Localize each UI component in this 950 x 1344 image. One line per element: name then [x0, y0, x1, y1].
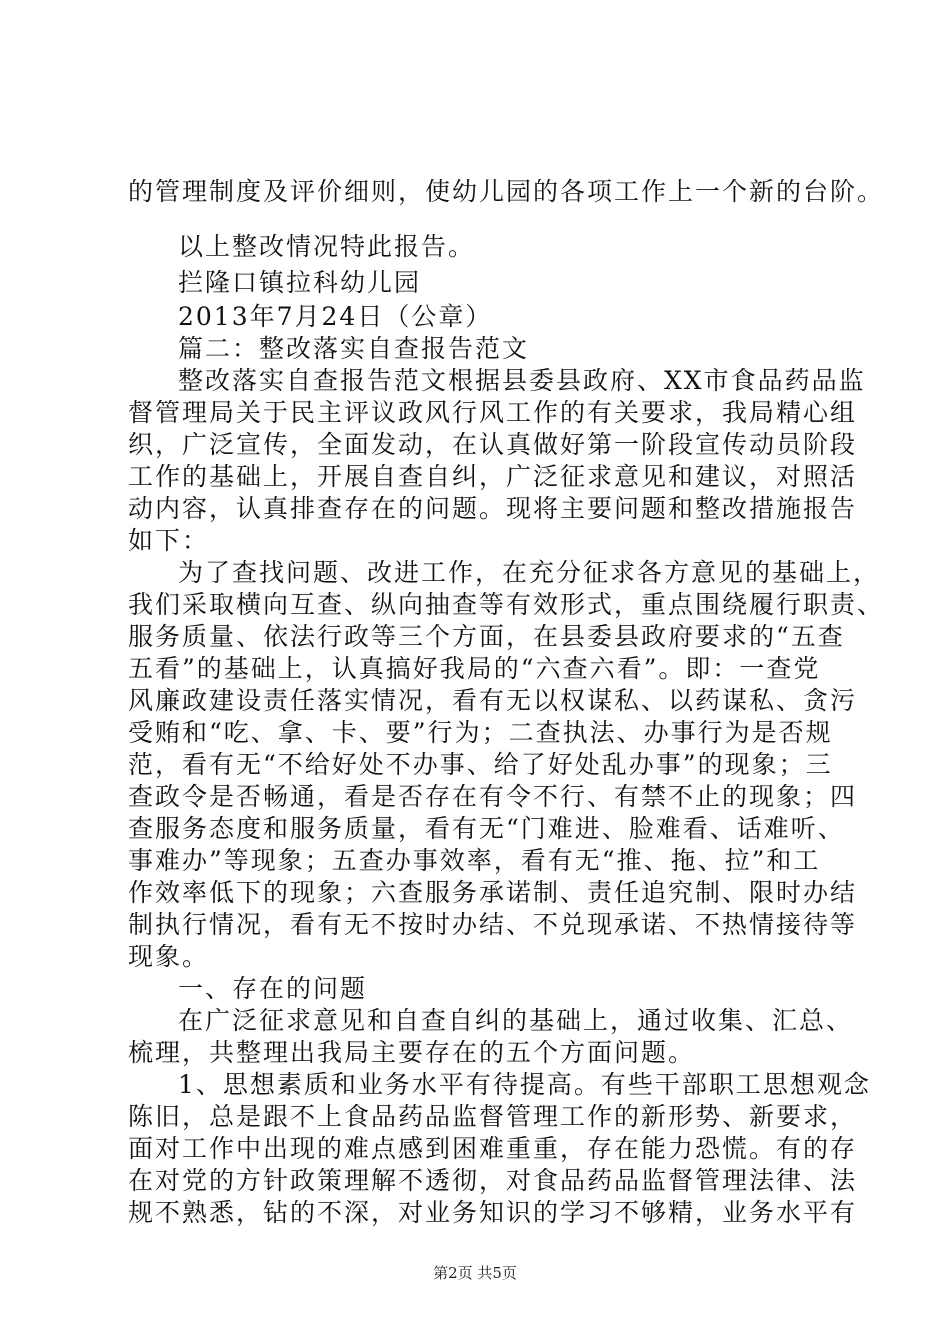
text-line: 以上整改情况特此报告。	[178, 232, 476, 261]
text-line: 制执行情况，看有无不按时办结、不兑现承诺、不热情接待等	[128, 910, 858, 939]
section-heading: 篇二：整改落实自查报告范文	[178, 334, 530, 363]
text-line: 督管理局关于民主评议政风行风工作的有关要求，我局精心组	[128, 398, 858, 427]
text-line: 查服务态度和服务质量，看有无“门难进、脸难看、话难听、	[128, 814, 845, 843]
text-line: 陈旧，总是跟不上食品药品监督管理工作的新形势、新要求，	[128, 1102, 858, 1131]
text-line: 梳理，共整理出我局主要存在的五个方面问题。	[128, 1038, 696, 1067]
text-line: 我们采取横向互查、纵向抽查等有效形式，重点围绕履行职责、	[128, 590, 885, 619]
text-line: 规不熟悉，钻的不深，对业务知识的学习不够精，业务水平有	[128, 1198, 858, 1227]
text-line: 在广泛征求意见和自查自纠的基础上，通过收集、汇总、	[178, 1006, 854, 1035]
text-line: 动内容，认真排查存在的问题。现将主要问题和整改措施报告	[128, 494, 858, 523]
text-line: 织，广泛宣传，全面发动，在认真做好第一阶段宣传动员阶段	[128, 430, 858, 459]
text-line: 风廉政建设责任落实情况，看有无以权谋私、以药谋私、贪污	[128, 686, 858, 715]
text-line: 事难办”等现象；五查办事效率，看有无“推、拖、拉”和工	[128, 846, 821, 875]
text-line: 查政令是否畅通，看是否存在有令不行、有禁不止的现象；四	[128, 782, 858, 811]
text-line: 工作的基础上，开展自查自纠，广泛征求意见和建议，对照活	[128, 462, 858, 491]
text-line: 五看”的基础上，认真搞好我局的“六查六看”。即：一查党	[128, 654, 821, 683]
text-line: 的管理制度及评价细则，使幼儿园的各项工作上一个新的台阶。	[128, 177, 885, 206]
section-heading: 一、存在的问题	[178, 974, 368, 1003]
text-line: 受贿和“吃、拿、卡、要”行为；二查执法、办事行为是否规	[128, 718, 833, 747]
text-line: 1、思想素质和业务水平有待提高。有些干部职工思想观念	[178, 1070, 871, 1099]
page-footer: 第2页 共5页	[433, 1264, 517, 1282]
text-line: 如下：	[128, 526, 210, 555]
text-line: 范，看有无“不给好处不办事、给了好处乱办事”的现象；三	[128, 750, 833, 779]
text-line: 拦隆口镇拉科幼儿园	[178, 268, 422, 297]
text-line: 整改落实自查报告范文根据县委县政府、XX市食品药品监	[178, 366, 866, 395]
text-line: 服务质量、依法行政等三个方面，在县委县政府要求的“五查	[128, 622, 845, 651]
text-line: 为了查找问题、改进工作，在充分征求各方意见的基础上，	[178, 558, 881, 587]
text-line: 在对党的方针政策理解不透彻，对食品药品监督管理法律、法	[128, 1166, 858, 1195]
text-line: 面对工作中出现的难点感到困难重重，存在能力恐慌。有的存	[128, 1134, 858, 1163]
text-line: 2013年7月24日（公章）	[178, 302, 493, 331]
text-line: 现象。	[128, 942, 210, 971]
text-line: 作效率低下的现象；六查服务承诺制、责任追究制、限时办结	[128, 878, 858, 907]
